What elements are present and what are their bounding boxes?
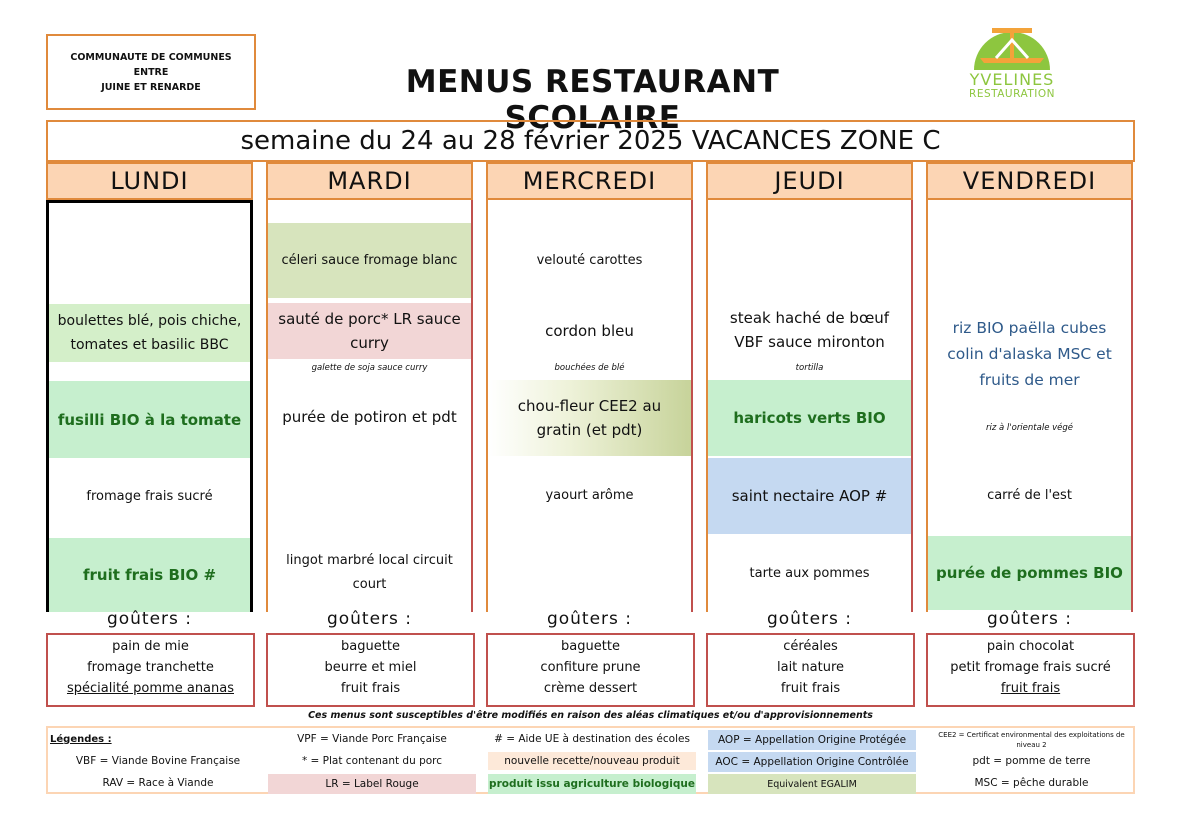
dessert: purée de pommes BIO (928, 536, 1131, 610)
dairy: yaourt arôme (545, 488, 634, 503)
legend-ue: # = Aide UE à destination des écoles (494, 733, 690, 745)
legend-vbf: VBF = Viande Bovine Française (75, 755, 241, 767)
side-dish: purée de potiron et pdt (282, 408, 457, 426)
menu-column-wednesday (486, 200, 693, 612)
day-header-monday: LUNDI (46, 162, 253, 200)
day-header-tuesday: MARDI (266, 162, 473, 200)
menu-column-tuesday (266, 200, 473, 612)
legend-pork: * = Plat contenant du porc (301, 755, 443, 767)
main-dish: steak haché de bœuf VBF sauce mironton (729, 309, 890, 351)
legend-title: Légendes : (50, 733, 112, 745)
page-title: MENUS RESTAURANT SCOLAIRE (405, 64, 780, 136)
gouter-item: pain chocolat (986, 639, 1075, 654)
starter: velouté carottes (536, 252, 643, 268)
gouter-box-friday (926, 633, 1135, 707)
legend-cee2: CEE2 = Certificat environmental des exploitations de niveau 2 (938, 731, 1125, 749)
gouter-label-monday: goûters : (106, 609, 193, 629)
alternative-dish: galette de soja sauce curry (311, 363, 428, 373)
gouter-item: petit fromage frais sucré (950, 660, 1111, 675)
logo-text-yvelines: YVELINES (969, 70, 1055, 89)
legend-msc: MSC = pêche durable (974, 777, 1089, 789)
gouter-item: fruit frais (340, 681, 401, 696)
main-dish: riz BIO paëlla cubes colin d'alaska MSC et fruits de mer (947, 319, 1112, 389)
legend-egalim: Equivalent EGALIM (708, 774, 916, 794)
gouter-label-tuesday: goûters : (326, 609, 413, 629)
menu-column-thursday (706, 200, 913, 612)
dairy: carré de l'est (987, 488, 1072, 503)
day-header-friday: VENDREDI (926, 162, 1133, 200)
gouter-item: baguette (561, 639, 620, 654)
dairy: fromage frais sucré (86, 489, 213, 504)
gouter-box-tuesday (266, 633, 475, 707)
yvelines-restauration-logo (952, 26, 1072, 106)
gouter-label-friday: goûters : (986, 609, 1073, 629)
org-line-1: COMMUNAUTE DE COMMUNES ENTRE (70, 51, 232, 78)
disclaimer: Ces menus sont susceptibles d'être modifiés en raison des aléas climatiques et/ou d'approvisionnements (308, 710, 873, 721)
gouter-item: spécialité pomme ananas (66, 681, 234, 696)
day-header-wednesday: MERCREDI (486, 162, 693, 200)
main-dish: cordon bleu (545, 322, 634, 340)
dairy: saint nectaire AOP # (708, 458, 911, 534)
legend-bio: produit issu agriculture biologique (488, 774, 696, 794)
gouter-item: céréales (783, 639, 838, 654)
legend-aop: AOP = Appellation Origine Protégée (708, 730, 916, 750)
legend-vpf: VPF = Viande Porc Française (297, 733, 447, 745)
org-line-2: JUINE ET RENARDE (101, 81, 201, 93)
main-dish: boulettes blé, pois chiche, tomates et basilic BBC (49, 304, 250, 362)
alternative-dish: tortilla (795, 363, 824, 373)
menu-column-friday (926, 200, 1133, 612)
logo-dome-icon (952, 26, 1072, 74)
side-dish: haricots verts BIO (708, 380, 911, 456)
dessert: fruit frais BIO # (49, 538, 250, 612)
side-dish: chou-fleur CEE2 au gratin (et pdt) (488, 380, 691, 456)
gouter-item: lait nature (776, 660, 845, 675)
week-title: semaine du 24 au 28 février 2025 VACANCES ZONE C (46, 120, 1135, 162)
dessert: lingot marbré local circuit court (286, 553, 453, 592)
legend-label-rouge: LR = Label Rouge (268, 774, 476, 794)
gouter-item: beurre et miel (324, 660, 417, 675)
day-header-thursday: JEUDI (706, 162, 913, 200)
gouter-box-monday (46, 633, 255, 707)
gouter-box-thursday (706, 633, 915, 707)
gouter-item: baguette (341, 639, 400, 654)
gouter-item: crème dessert (543, 681, 638, 696)
legend-pdt: pdt = pomme de terre (972, 755, 1091, 767)
gouter-item: confiture prune (540, 660, 641, 675)
legend-new-recipe: nouvelle recette/nouveau produit (488, 752, 696, 770)
alternative-dish: riz à l'orientale végé (985, 423, 1074, 433)
gouter-label-thursday: goûters : (766, 609, 853, 629)
legend-aoc: AOC = Appellation Origine Contrôlée (708, 752, 916, 772)
gouter-item: fruit frais (780, 681, 841, 696)
main-dish: sauté de porc* LR sauce curry (268, 303, 471, 359)
starter: céleri sauce fromage blanc (268, 223, 471, 298)
gouter-item: fruit frais (1000, 681, 1061, 696)
gouter-item: fromage tranchette (87, 660, 214, 675)
legend-box (46, 726, 1135, 794)
menu-column-monday (46, 200, 253, 612)
legend-rav: RAV = Race à Viande (102, 777, 214, 789)
gouter-box-wednesday (486, 633, 695, 707)
logo-text-restauration: RESTAURATION (969, 88, 1055, 100)
gouter-item: pain de mie (112, 639, 189, 654)
organization-box (46, 34, 256, 110)
gouter-label-wednesday: goûters : (546, 609, 633, 629)
dessert: tarte aux pommes (749, 566, 870, 581)
side-dish: fusilli BIO à la tomate (49, 381, 250, 458)
alternative-dish: bouchées de blé (554, 363, 625, 373)
